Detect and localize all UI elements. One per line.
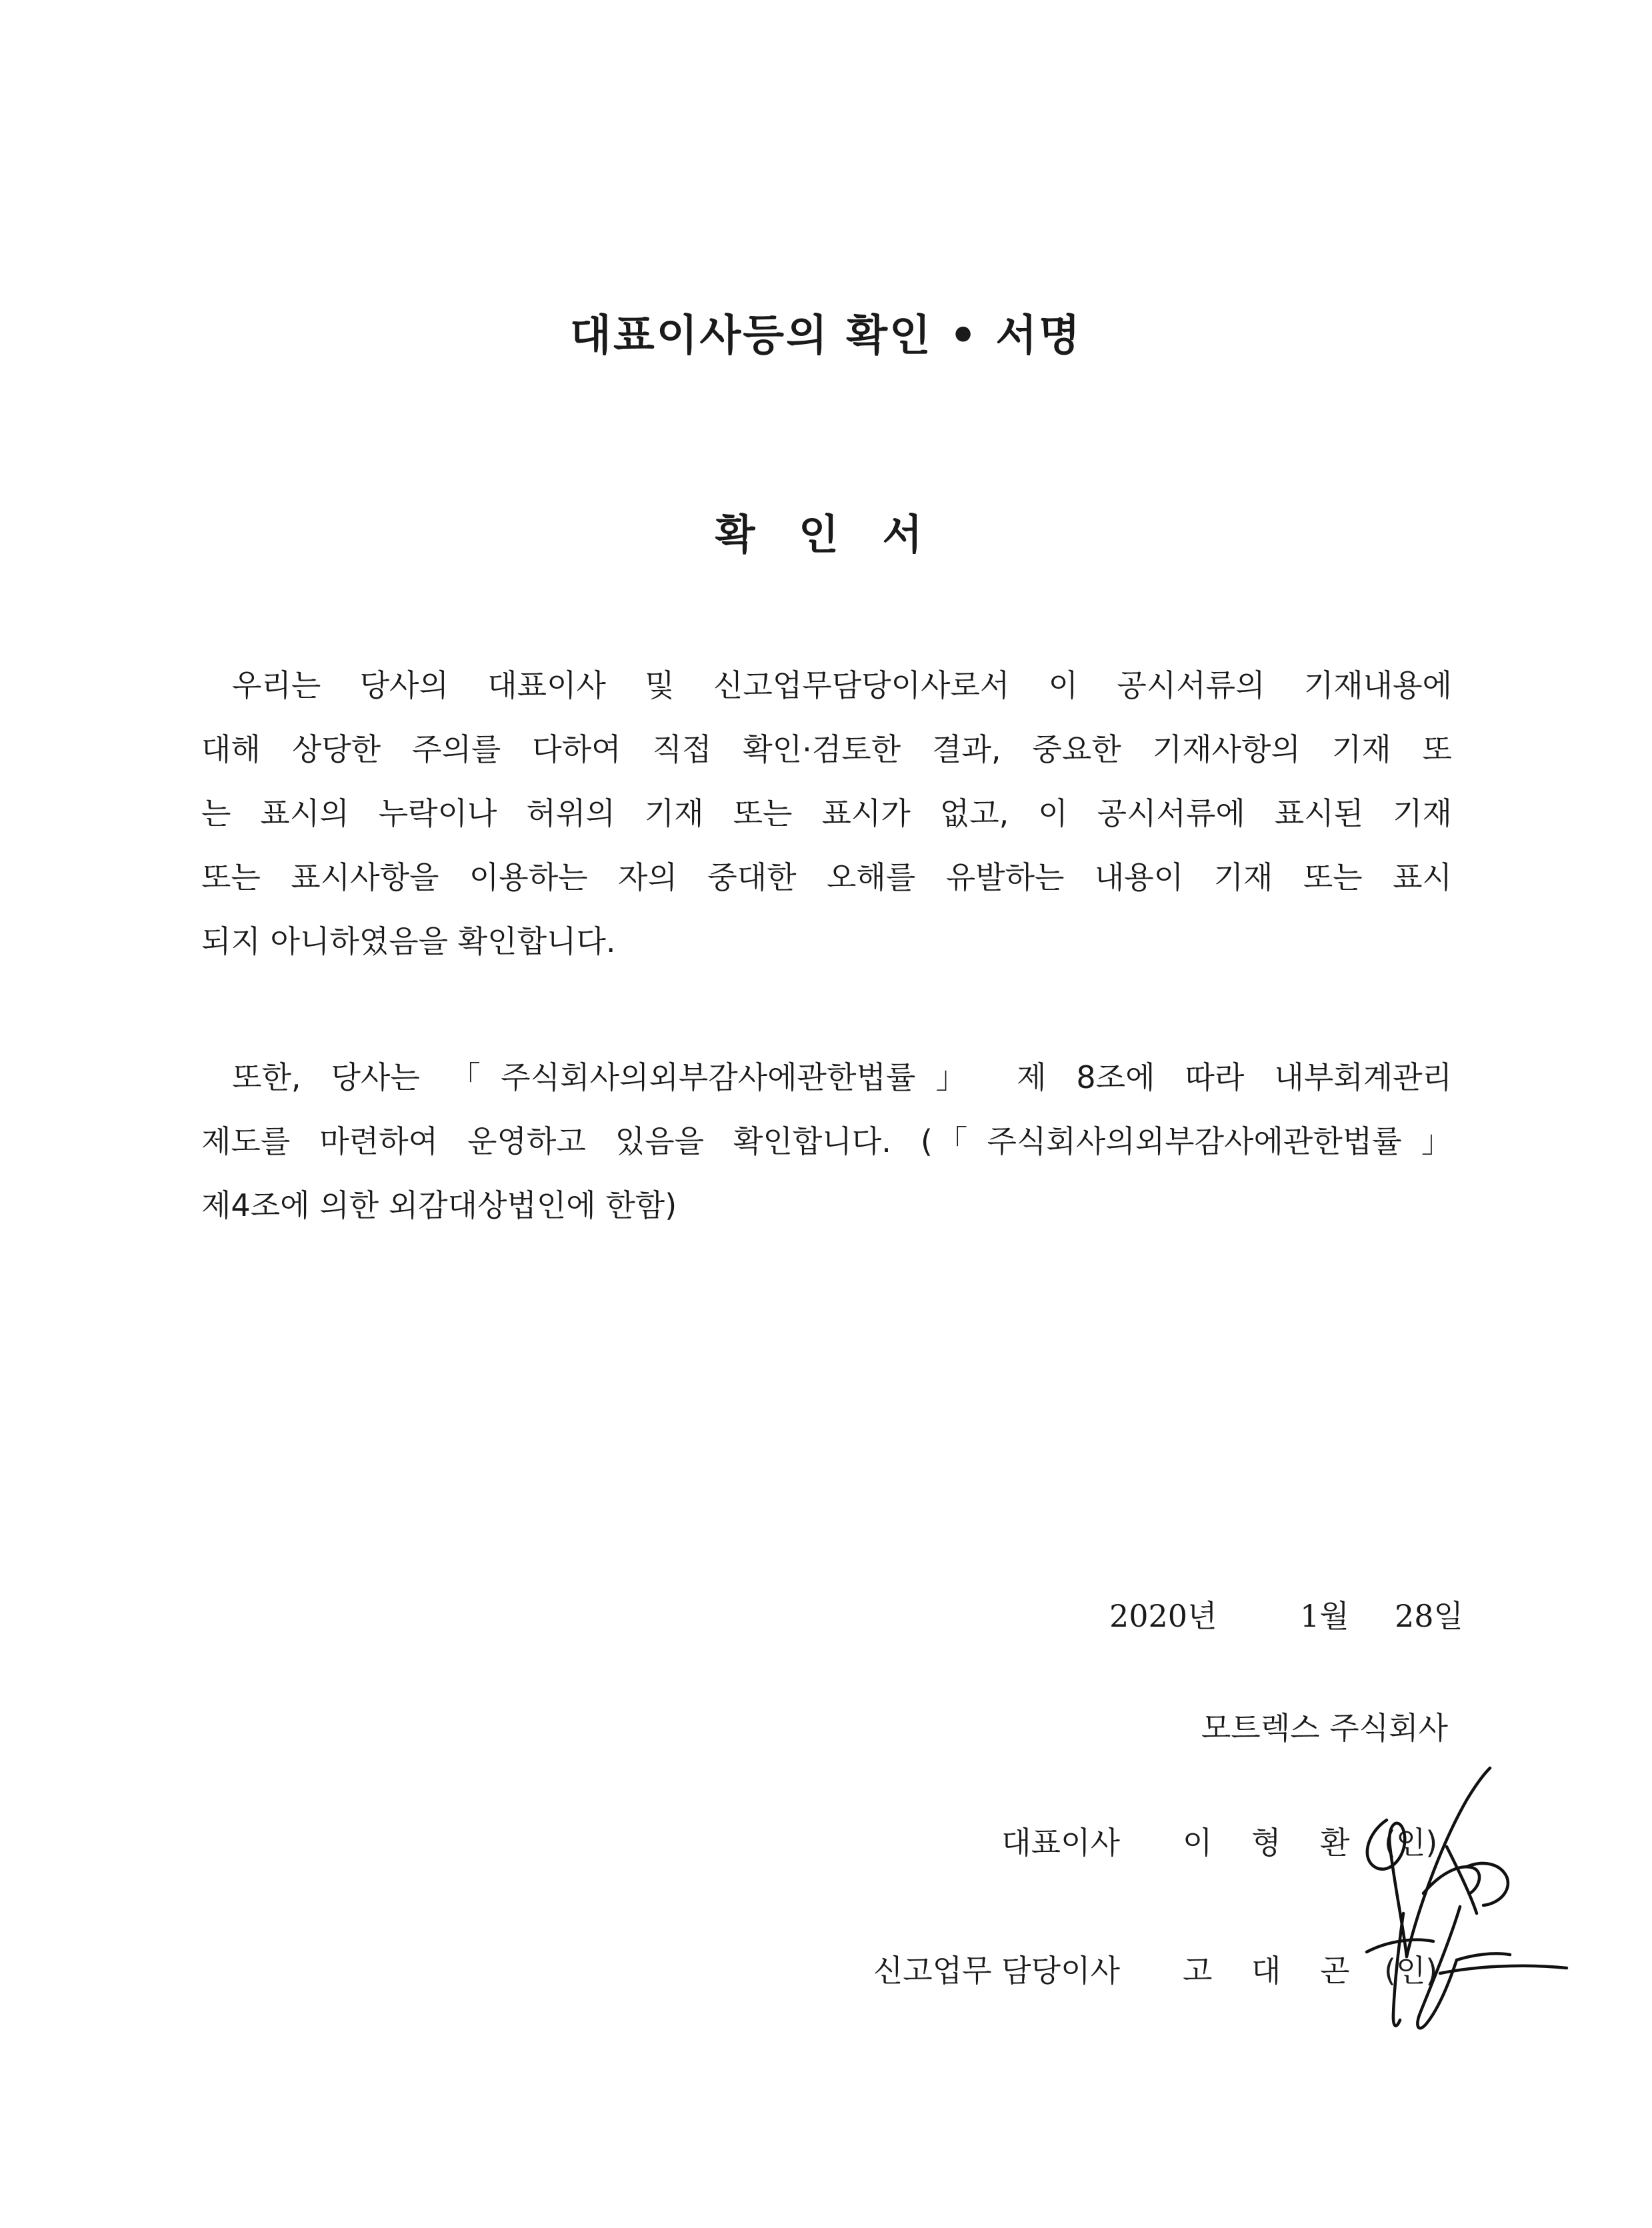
internal-control-paragraph: [201, 1045, 1452, 1237]
signatory-role: 신고업무 담당이사: [873, 1953, 1120, 1989]
date-day: 28일: [1395, 1598, 1463, 1634]
paragraph-line: 대해 상당한 주의를 다하여 직접 확인·검토한 결과, 중요한 기재사항의 기재 또: [201, 731, 1452, 767]
document-title: 대표이사등의 확인 • 서명: [570, 311, 1082, 361]
paragraph-line: 는 표시의 누락이나 허위의 기재 또는 표시가 없고, 이 공시서류에 표시된 기재: [201, 795, 1452, 831]
date-month: 1월: [1300, 1598, 1349, 1634]
seal-mark: (인): [1384, 1953, 1438, 1989]
paragraph-line: 또한, 당사는 「주식회사의외부감사에관한법률」 제 8조에 따라 내부회계관리: [232, 1059, 1452, 1095]
handwritten-signature-icon: [1340, 1693, 1580, 2060]
company-name: 모트렉스 주식회사: [1201, 1710, 1448, 1746]
seal-mark: (인): [1384, 1825, 1438, 1861]
signatory-role: 대표이사: [1001, 1825, 1120, 1861]
paragraph-line: 제도를 마련하여 운영하고 있음을 확인합니다. (「주식회사의외부감사에관한법률」: [201, 1123, 1452, 1159]
signatory-name: 고 대 곤: [1183, 1953, 1365, 1989]
paragraph-line: 제4조에 의한 외감대상법인에 한함): [201, 1187, 677, 1223]
paragraph-line: 또는 표시사항을 이용하는 자의 중대한 오해를 유발하는 내용이 기재 또는 표시: [201, 859, 1452, 895]
date-year: 2020년: [1109, 1598, 1217, 1634]
signatory-name: 이 형 환: [1183, 1825, 1365, 1861]
paragraph-line: 우리는 당사의 대표이사 및 신고업무담당이사로서 이 공시서류의 기재내용에: [232, 667, 1452, 703]
confirmation-paragraph: [201, 653, 1452, 973]
document-subtitle: 확 인 서: [715, 510, 937, 559]
paragraph-line: 되지 아니하였음을 확인합니다.: [201, 923, 616, 959]
